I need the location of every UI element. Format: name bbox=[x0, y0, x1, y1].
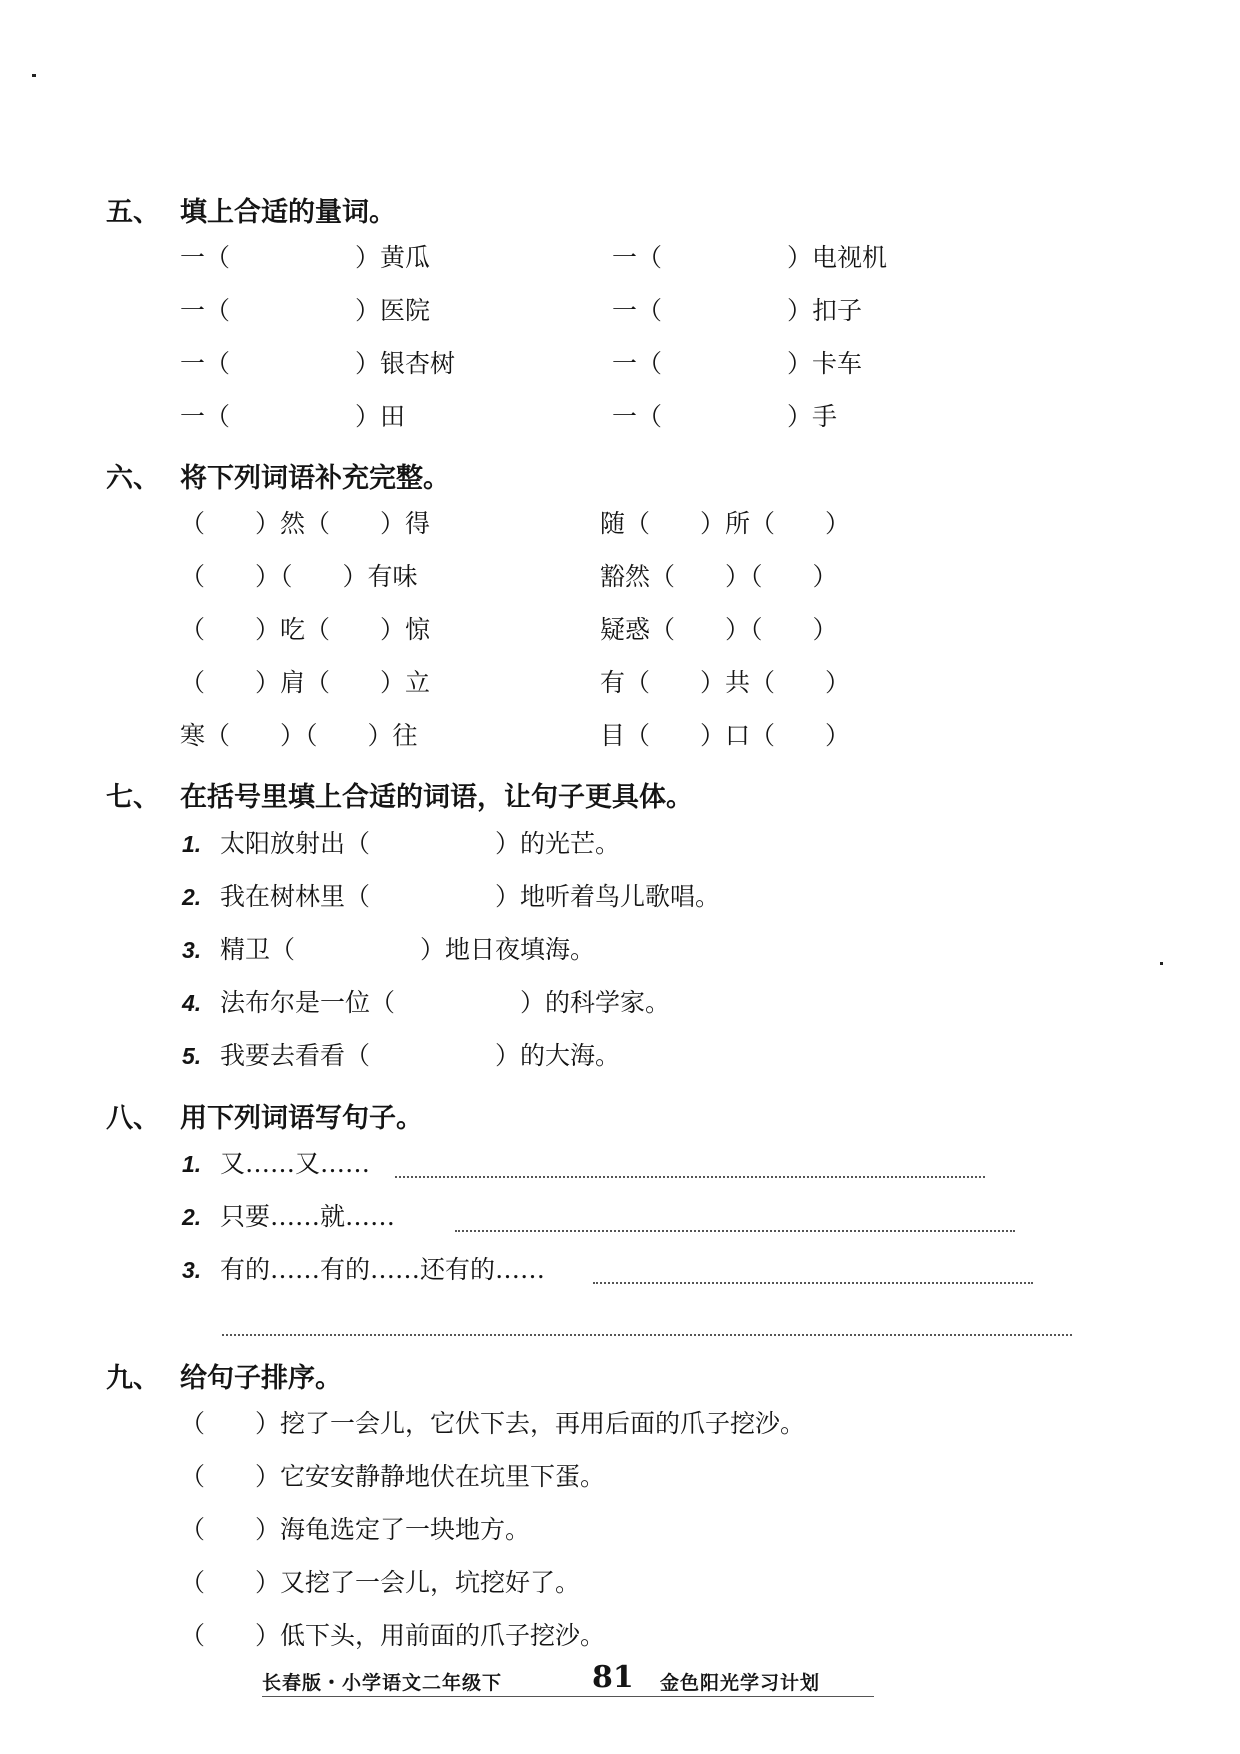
page-number: 81 bbox=[592, 1660, 634, 1695]
sec5-right-item: 一（ ）扣子 bbox=[612, 296, 863, 325]
sec7-item-number: 1. bbox=[182, 831, 202, 857]
section-9-number: 九、 bbox=[106, 1363, 160, 1394]
sec7-item-text: 我在树林里（ ）地听着鸟儿歌唱。 bbox=[220, 882, 721, 911]
sec5-left-item: 一（ ）银杏树 bbox=[180, 349, 456, 378]
sec5-right-item: 一（ ）电视机 bbox=[612, 243, 888, 272]
footer-book-title: 长春版・小学语文二年级下 bbox=[262, 1672, 503, 1694]
answer-line[interactable] bbox=[455, 1230, 1015, 1232]
sec6-right-item: 随（ ）所（ ） bbox=[600, 509, 851, 538]
scan-speck bbox=[32, 74, 36, 77]
sec5-left-item: 一（ ）医院 bbox=[180, 296, 431, 325]
footer-rule bbox=[262, 1696, 874, 1697]
sec9-item: （ ）海龟选定了一块地方。 bbox=[180, 1515, 531, 1544]
sec9-item: （ ）低下头，用前面的爪子挖沙。 bbox=[180, 1621, 606, 1650]
sec8-item-text: 只要……就…… bbox=[220, 1202, 396, 1231]
sec6-left-item: （ ）然（ ）得 bbox=[180, 509, 431, 538]
sec6-right-item: 疑惑（ ）（ ） bbox=[600, 615, 838, 644]
section-7-title: 在括号里填上合适的词语，让句子更具体。 bbox=[180, 782, 693, 813]
section-9-title: 给句子排序。 bbox=[180, 1363, 342, 1394]
sec8-item-number: 3. bbox=[182, 1257, 202, 1283]
sec6-left-item: （ ）（ ）有味 bbox=[180, 562, 418, 591]
sec6-left-item: （ ）肩（ ）立 bbox=[180, 668, 431, 697]
sec5-right-item: 一（ ）手 bbox=[612, 402, 838, 431]
section-8-title: 用下列词语写句子。 bbox=[180, 1103, 423, 1134]
sec7-item-text: 我要去看看（ ）的大海。 bbox=[220, 1041, 621, 1070]
sec8-item-number: 2. bbox=[182, 1204, 202, 1230]
sec6-right-item: 豁然（ ）（ ） bbox=[600, 562, 838, 591]
section-6-title: 将下列词语补充完整。 bbox=[180, 463, 450, 494]
sec5-left-item: 一（ ）黄瓜 bbox=[180, 243, 431, 272]
sec6-right-item: 有（ ）共（ ） bbox=[600, 668, 851, 697]
scan-speck bbox=[1160, 962, 1163, 965]
sec7-item-number: 5. bbox=[182, 1043, 202, 1069]
sec9-item: （ ）又挖了一会儿，坑挖好了。 bbox=[180, 1568, 581, 1597]
answer-line[interactable] bbox=[593, 1282, 1033, 1284]
answer-line[interactable] bbox=[395, 1176, 985, 1178]
sec5-left-item: 一（ ）田 bbox=[180, 402, 406, 431]
sec7-item-text: 精卫（ ）地日夜填海。 bbox=[220, 935, 596, 964]
section-7-number: 七、 bbox=[106, 782, 160, 813]
section-6-number: 六、 bbox=[106, 463, 160, 494]
sec9-item: （ ）挖了一会儿，它伏下去，再用后面的爪子挖沙。 bbox=[180, 1409, 806, 1438]
sec8-item-number: 1. bbox=[182, 1151, 202, 1177]
sec7-item-number: 2. bbox=[182, 884, 202, 910]
section-5-number: 五、 bbox=[106, 197, 160, 228]
sec5-right-item: 一（ ）卡车 bbox=[612, 349, 863, 378]
sec6-left-item: （ ）吃（ ）惊 bbox=[180, 615, 431, 644]
section-8-number: 八、 bbox=[106, 1103, 160, 1134]
sec6-right-item: 目（ ）口（ ） bbox=[600, 721, 851, 750]
section-5-title: 填上合适的量词。 bbox=[180, 197, 396, 228]
sec7-item-text: 太阳放射出（ ）的光芒。 bbox=[220, 829, 621, 858]
sec6-left-item: 寒（ ）（ ）往 bbox=[180, 721, 418, 750]
sec7-item-text: 法布尔是一位（ ）的科学家。 bbox=[220, 988, 671, 1017]
sec8-item-text: 又……又…… bbox=[220, 1149, 371, 1178]
sec9-item: （ ）它安安静静地伏在坑里下蛋。 bbox=[180, 1462, 606, 1491]
sec7-item-number: 3. bbox=[182, 937, 202, 963]
footer-series-name: 金色阳光学习计划 bbox=[660, 1672, 821, 1694]
answer-line[interactable] bbox=[222, 1334, 1072, 1336]
sec7-item-number: 4. bbox=[182, 990, 202, 1016]
sec8-item-text: 有的……有的……还有的…… bbox=[220, 1255, 546, 1284]
